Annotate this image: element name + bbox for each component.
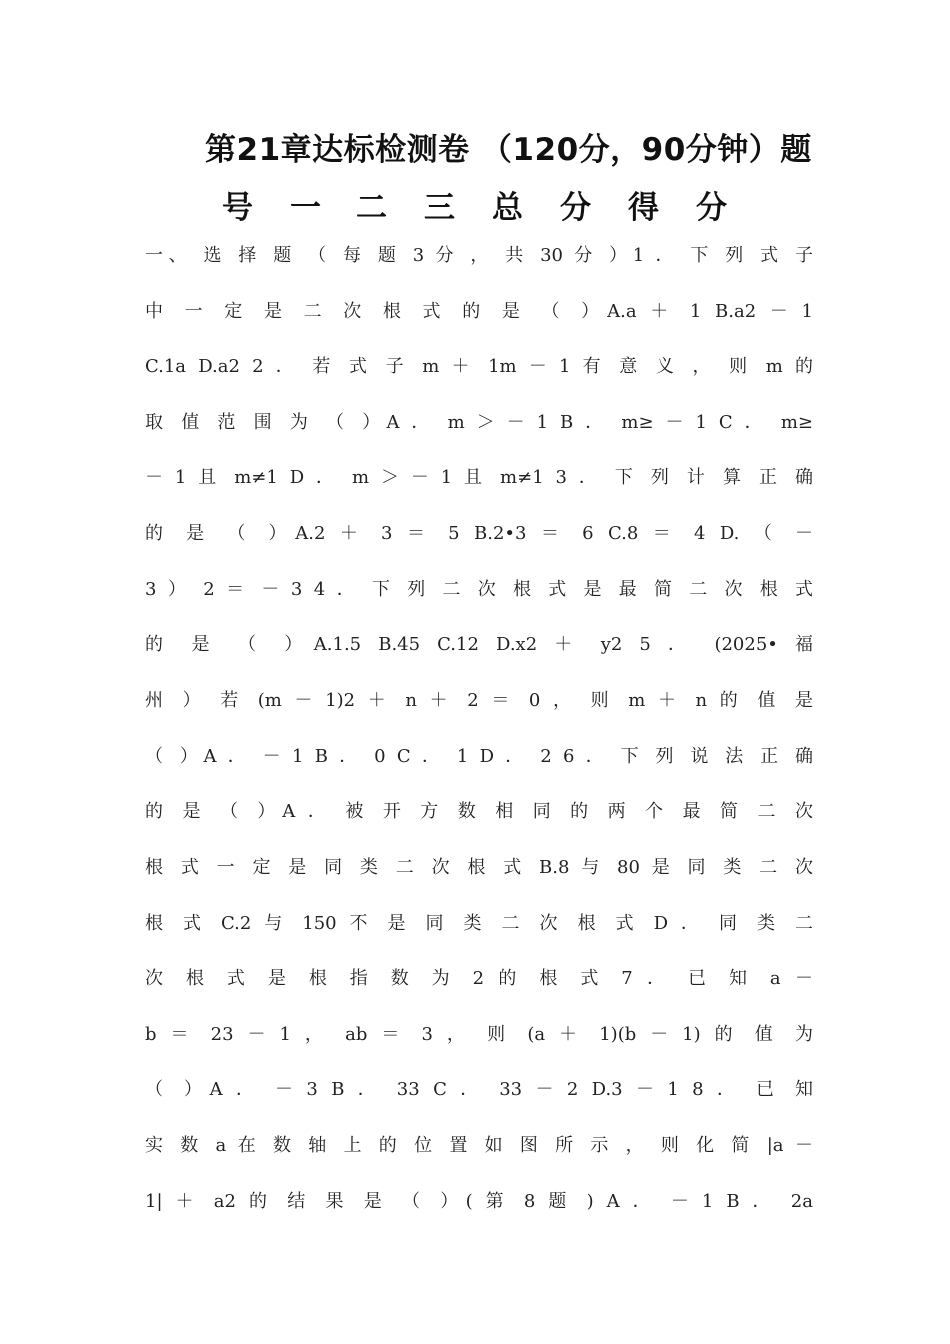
text-line: 根 式 一 定 是 同 类 二 次 根 式 B.8 与 80 是 同 类 二 次	[145, 857, 813, 878]
text-line: b ＝ 23 － 1 ， ab ＝ 3 ， 则 (a ＋ 1)(b － 1) 的 值 为	[145, 1024, 813, 1045]
text-line: （ ）A ． － 3 B ． 33 C ． 33 － 2 D.3 － 1 8 ． 已 知	[145, 1079, 813, 1100]
score-header-cell: 二	[356, 190, 387, 226]
text-line: 州 ） 若 (m － 1)2 ＋ n ＋ 2 ＝ 0 ， 则 m ＋ n 的 值 是	[145, 690, 813, 711]
text-line: C.1a D.a2 2 ． 若 式 子 m ＋ 1m － 1 有 意 义 ， 则 m 的	[145, 356, 813, 377]
text-line: 次 根 式 是 根 指 数 为 2 的 根 式 7 ． 已 知 a －	[145, 968, 813, 989]
text-line: 实 数 a 在 数 轴 上 的 位 置 如 图 所 示 ， 则 化 简 |a －	[145, 1135, 813, 1156]
score-header-cell: 分	[696, 190, 727, 226]
score-header-cell: 号	[222, 190, 253, 226]
text-line: 的 是 （ ）A.2 ＋ 3 ＝ 5 B.2•3 ＝ 6 C.8 ＝ 4 D. （ －	[145, 523, 813, 544]
document-title: 第21章达标检测卷 （120分，90分钟）题	[205, 132, 812, 168]
text-line: 1| ＋ a2 的 结 果 是 （ ）( 第 8 题 ) A ． － 1 B ． 2a	[145, 1191, 813, 1212]
text-line: 取 值 范 围 为 （ ）A ． m ＞ － 1 B ． m≥ － 1 C ． m≥	[145, 412, 813, 433]
score-table-header	[0, 182, 950, 226]
text-line: 的 是 （ ）A ． 被 开 方 数 相 同 的 两 个 最 简 二 次	[145, 801, 813, 822]
text-line: 一、 选 择 题 （ 每 题 3 分 ， 共 30 分 ）1 ． 下 列 式 子	[145, 245, 813, 266]
score-header-cell: 总	[492, 190, 523, 226]
text-line: 3 ） 2 ＝ － 3 4 ． 下 列 二 次 根 式 是 最 简 二 次 根 式	[145, 579, 813, 600]
text-line: 根 式 C.2 与 150 不 是 同 类 二 次 根 式 D ． 同 类 二	[145, 913, 813, 934]
score-header-cell: 得	[628, 190, 659, 226]
score-header-cell: 三	[424, 190, 455, 226]
text-line: 的 是 （ ）A.1.5 B.45 C.12 D.x2 ＋ y2 5 ． (2025• 福	[145, 634, 813, 655]
text-line: 中 一 定 是 二 次 根 式 的 是 （ ）A.a ＋ 1 B.a2 － 1	[145, 301, 813, 322]
score-header-cell: 分	[560, 190, 591, 226]
text-line: － 1 且 m≠1 D ． m ＞ － 1 且 m≠1 3 ． 下 列 计 算 正 确	[145, 467, 813, 488]
score-header-cell: 一	[290, 190, 321, 226]
text-line: （ ）A ． － 1 B ． 0 C ． 1 D ． 2 6 ． 下 列 说 法 正 确	[145, 746, 813, 767]
